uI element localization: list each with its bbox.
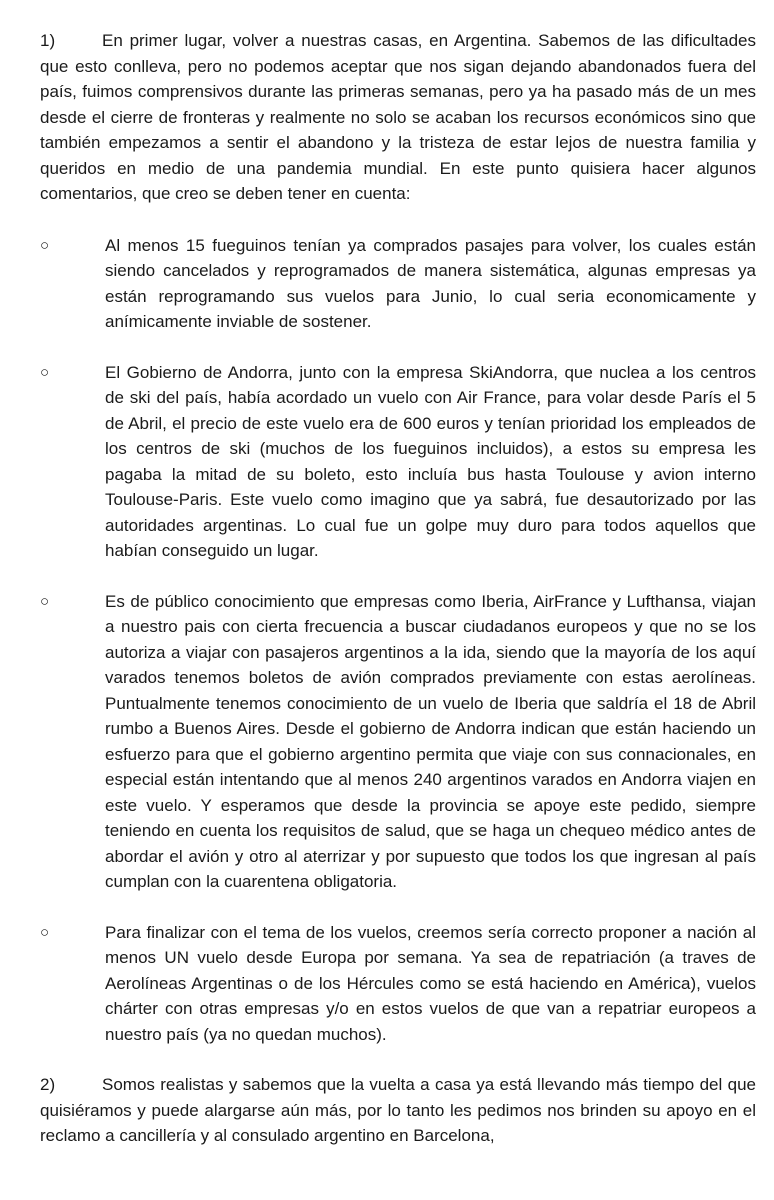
bullet-text: Al menos 15 fueguinos tenían ya comprados pasajes para volver, los cuales están siendo cancelados y reprogramados de manera sistemática, algunas empresas ya están reprogramando sus vuelos para Junio, lo cual seria economicamente y anímicamente inviable de sostener.: [105, 235, 756, 331]
bullet-text: Para finalizar con el tema de los vuelos, creemos sería correcto proponer a nación al menos UN vuelo desde Europa por semana. Ya sea de repatriación (a traves de Aerolíneas Argentinas o de los Hércules como se está haciendo en América), vuelos chárter con otras empresas y/o en estos vuelos de que van a repatriar europeos a nuestro país (ya no quedan muchos).: [105, 922, 756, 1044]
bullet-item: [40, 589, 756, 895]
section-1-number: 1): [40, 31, 56, 50]
bullet-item: [40, 360, 756, 564]
bullet-text: Es de público conocimiento que empresas como Iberia, AirFrance y Lufthansa, viajan a nuestro pais con cierta frecuencia a buscar ciudadanos europeos y que no se los autoriza a viajar con pasajeros argentinos a la ida, siendo que la mayoría de los aquí varados tenemos boletos de avión comprados previamente con estas aerolíneas. Puntualmente tenemos conocimiento de un vuelo de Iberia que saldría el 18 de Abril rumbo a Buenos Aires. Desde el gobierno de Andorra indican que están haciendo un esfuerzo para que el gobierno argentino permita que viaje con sus connacionales, en especial están intentando que al menos 240 argentinos varados en Andorra viajen en este vuelo. Y esperamos que desde la provincia se apoye este pedido, siempre teniendo en cuenta los requisitos de salud, que se haga un chequeo médico antes de abordar el avión y otro al aterrizar y por supuesto que todos los que ingresan al país cumplan con la cuarentena obligatoria.: [105, 591, 756, 891]
bullet-text: El Gobierno de Andorra, junto con la empresa SkiAndorra, que nuclea a los centros de ski del país, había acordado un vuelo con Air France, para volar desde París el 5 de Abril, el precio de este vuelo era de 600 euros y tenían prioridad los empleados de los centros de ski (muchos de los fueguinos incluidos), a estos su empresa les pagaba la mitad de su boleto, esto incluía bus hasta Toulouse y avion interno Toulouse-Paris. Este vuelo como imagino que ya sabrá, fue desautorizado por las autoridades argentinas. Lo cual fue un golpe muy duro para todos aquellos que habían conseguido un lugar.: [105, 362, 756, 560]
bullet-circle-icon: ○: [40, 236, 50, 254]
section-2-text: Somos realistas y sabemos que la vuelta a casa ya está llevando más tiempo del que quisiéramos y puede alargarse aún más, por lo tanto les pedimos nos brinden su apoyo en el reclamo a cancillería y al consulado argentino en Barcelona,: [40, 1075, 756, 1145]
document-page: [40, 28, 756, 1149]
bullet-item: [40, 233, 756, 335]
bullet-circle-icon: ○: [40, 923, 50, 941]
bullet-list: [40, 233, 756, 1048]
bullet-circle-icon: ○: [40, 592, 50, 610]
section-1-paragraph: [40, 28, 756, 207]
section-2-number: 2): [40, 1075, 56, 1094]
section-1-text: En primer lugar, volver a nuestras casas, en Argentina. Sabemos de las dificultades que esto conlleva, pero no podemos aceptar que nos sigan dejando abandonados fuera del país, fuimos comprensivos durante las primeras semanas, pero ya ha pasado más de un mes desde el cierre de fronteras y realmente no solo se acaban los recursos económicos sino que también empezamos a sentir el abandono y la tristeza de estar lejos de nuestra familia y queridos en medio de una pandemia mundial. En este punto quisiera hacer algunos comentarios, que creo se deben tener en cuenta:: [40, 31, 756, 203]
bullet-circle-icon: ○: [40, 363, 50, 381]
section-2-paragraph: [40, 1072, 756, 1149]
bullet-item: [40, 920, 756, 1048]
